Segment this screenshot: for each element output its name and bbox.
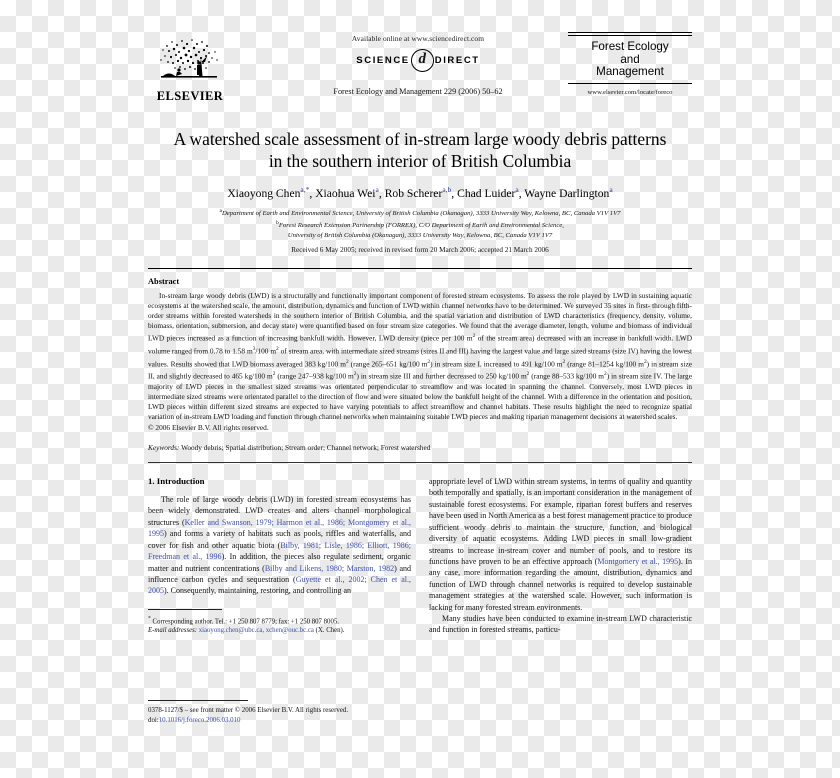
page-footer-rule (148, 700, 248, 701)
footnote-email-value[interactable]: xiaoyong.chen@ubc.ca, xchen@ouc.bc.ca (198, 627, 314, 635)
title-block (148, 128, 692, 254)
left-column (148, 476, 411, 636)
citation-montgomery[interactable]: Montgomery et al., 1995 (597, 556, 679, 566)
available-online-text: Available online at www.sciencedirect.com (351, 34, 485, 43)
elsevier-tree-icon (155, 36, 225, 88)
journal-logo (568, 32, 692, 96)
journal-masthead (148, 28, 692, 112)
journal-logo-line-2: and (620, 52, 640, 66)
elsevier-logo (152, 36, 228, 104)
received-dates: Received 6 May 2005; received in revised form 20 March 2006; accepted 21 March 2006 (291, 246, 549, 255)
abstract-text: In-stream large woody debris (LWD) is a structurally and functionally important component of forested stream ecosystems. To assess the role played by LWD in sustaining aquatic ecosystems at the watershed scale, the amount, distribution, dynamics and function of LWD within channel networks have to be determined. We surveyed 35 sites in first- through fifth-order streams within forested watersheds in the southern interior of British Columbia, and the spatial variation and distribution of LWD characteristics (frequency, density, volume, biomass, orientation, submersion, and decay state) were quantified based on four stream size categories. We found that the average diameter, length, volume and biomass of individual LWD pieces increased as a function of increasing bankfull width. However, LWD density (piece per 100 $m^2$ of the stream area) decreased with an increase in bankfull width. LWD volume ranged from 0.78 to 1.58 $m^3/100$ $m^2$ of stream area, with intermediate sized streams (sizes II and III) having the largest value and large sized streams (size IV) having the lowest values. Results showed that LWD biomass averaged 383 kg/100 $m^2$ (range 265–651 kg/100 $m^2$) in stream size I, increased to 491 kg/100 $m^2$ (range 81–1254 kg/100 $m^2$) in stream size II, and slightly decreased to 465 kg/100 $m^2$ (range 247–938 kg/100 $m^2$) in stream size III and further decreased to 250 kg/100 $m^2$ (range 88–533 kg/100 $m^2$) in stream size IV. The large majority of LWD pieces in the smallest sized streams was orientated perpendicular to streamflow and was located in spanning the channel. Conversely, most LWD pieces in intermediate sized streams were orientated parallel to the direction of flow and were situated below the bankfull height of the channel. With a difference in the orientation and position, LWD pieces within different sized streams are expected to have varying potentials to affect streamflow and channel habitats. These results highlight the need to recognize spatial variation of in-stream LWD loading and function through channel networks when maintaining suitable LWD pieces and making riparian management decisions at watershed scales. (148, 291, 692, 421)
intro-paragraph-right-2: Many studies have been conducted to examine in-stream LWD characteristic and function in forested streams, particu- (429, 613, 692, 635)
keywords (148, 443, 692, 452)
sciencedirect-d-icon: d (411, 49, 434, 72)
citation-bilby-lisle[interactable]: Bilby, 1981; Lisle, 1986; Elliott, 1986; Freedman et al., 1996 (148, 540, 411, 562)
page-title (148, 128, 692, 172)
intro-text-2: ) and forms a variety of habitats such as pools, riffles and waterfalls, and cover for fish and other aquatic biota ( (148, 529, 411, 550)
sciencedirect-logo (272, 49, 564, 72)
doi-link[interactable]: 10.1016/j.foreco.2006.03.010 (158, 716, 241, 724)
affiliation-a: $^a$Department of Earth and Environmental Science, University of British Columbia (Okanagan), 3333 University Way, Kelowna, BC, Canada V1V 1V7 (219, 207, 621, 218)
section-heading-introduction: 1. Introduction (148, 476, 205, 487)
body-columns (148, 476, 692, 636)
abstract-bottom-rule (148, 462, 692, 463)
affiliations (148, 207, 692, 240)
intro-right-text-1: appropriate level of LWD within stream systems, in terms of quality and quantity both temporally and spatially, is an important consideration in the management of sustainable forest ecosystems. For example, riparian forest buffers and reserves have been used in North America as a best forest management practice to produce sufficient woody debris to maintain the structure, function, and biological diversity of aquatic ecosystems. Adding LWD pieces in small low-gradient streams to increase in-stream cover and number of pools, and to restore its functions have proven to be an effective approach ( (429, 477, 692, 566)
intro-text-1: The role of large woody debris (LWD) in forested stream ecosystems has been widely demonstrated. LWD creates and alters channel morphological structures ( (148, 495, 411, 527)
footnote-marker: * (148, 615, 151, 622)
footnote-block (148, 609, 411, 636)
doi-line (148, 716, 448, 726)
footnote-email-label: E-mail addresses: (148, 627, 198, 635)
affiliation-b-line-1: $^b$Forest Research Extension Partnership (FORREX), C/O Department of Earth and Environmental Science, (276, 219, 564, 229)
footnote-rule (148, 609, 222, 610)
page-footer (148, 706, 448, 725)
journal-url-link[interactable]: www.elsevier.com/locate/foreco (587, 88, 673, 96)
sciencedirect-science-word: SCIENCE (356, 55, 410, 66)
right-column (429, 476, 692, 636)
intro-paragraph-left (148, 494, 411, 597)
footnote-email-suffix: (X. Chen). (315, 627, 345, 635)
intro-text-3: ). In addition, the pieces also regulate sediment, organic matter and nutrient concentrations ( (148, 552, 411, 573)
keywords-label: Keywords: (148, 443, 180, 453)
journal-logo-title (568, 41, 692, 79)
journal-logo-line-3: Management (596, 65, 664, 78)
sciencedirect-direct-word: DIRECT (434, 55, 480, 66)
journal-citation: Forest Ecology and Management 229 (2006) 50–62 (333, 87, 503, 96)
author-list: Xiaoyong Chen$^{a,*}$, Xiaohua Wei$^a$, Rob Scherer$^{a,b}$, Chad Luider$^a$, Wayne Darlington$^a$ (227, 185, 613, 200)
citation-bilby-likens[interactable]: Bilby and Likens, 1980; Marston, 1982 (264, 563, 395, 573)
title-line-1: A watershed scale assessment of in-stream large woody debris patterns (173, 129, 667, 149)
footnote-corresponding-author: Corresponding author. Tel.: +1 250 807 8779; fax: +1 250 807 8005. (152, 617, 339, 625)
citation-guyette-chen[interactable]: Guyette et al., 2002; Chen et al., 2005 (148, 574, 411, 596)
doi-prefix: doi: (148, 716, 159, 724)
sciencedirect-block (272, 34, 564, 96)
paper-sheet (148, 28, 692, 760)
abstract-heading: Abstract (148, 277, 180, 287)
intro-text-5: ). Consequently, maintaining, restoring, and controlling an (164, 586, 351, 596)
keywords-value: Woody debris; Spatial distribution; Stream order; Channel network; Forest watershed (181, 443, 431, 453)
journal-logo-top-rule (568, 32, 692, 36)
journal-logo-line-1: Forest Ecology (591, 40, 669, 53)
intro-paragraph-right-1 (429, 476, 692, 613)
abstract-top-rule (148, 268, 692, 269)
citation-keller-swanson[interactable]: Keller and Swanson, 1979; Harmon et al., 1986; Montgomery et al., 1995 (148, 517, 411, 539)
footnote-text (148, 615, 411, 636)
front-matter-line: 0378-1127/$ – see front matter © 2006 Elsevier B.V. All rights reserved. (148, 707, 349, 714)
affiliation-b-line-2: University of British Columbia (Okanagan), 3333 University Way, Kelowna, BC, Canada V1V 1V7 (287, 231, 553, 239)
intro-text-4: ) and influence carbon cycles and sequestration ( (148, 563, 411, 584)
elsevier-wordmark: ELSEVIER (156, 89, 224, 103)
abstract-copyright: © 2006 Elsevier B.V. All rights reserved. (148, 422, 269, 432)
title-line-2: in the southern interior of British Columbia (268, 151, 572, 171)
intro-right-text-2: ). In any case, more information regarding the amount, distribution, dynamics and function of LWD through channel networks is required to develop sustainable management strategies at the watershed scale. However, such information is lacking for many forested stream environments. (429, 556, 693, 612)
journal-logo-bottom-rule (568, 83, 692, 84)
